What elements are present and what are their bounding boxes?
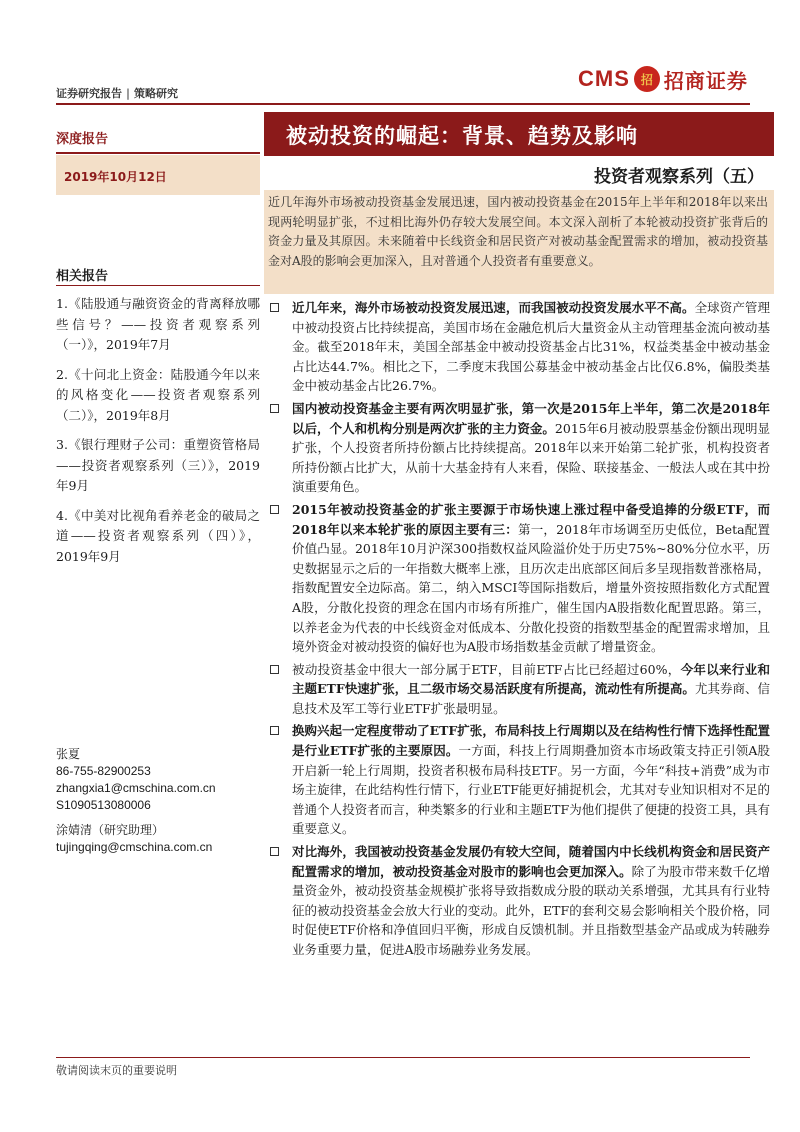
- related-report-item[interactable]: 2.《十问北上资金：陆股通今年以来的风格变化——投资者观察系列（二）》，2019年8月: [56, 366, 260, 423]
- checkbox-bullet-icon: [270, 665, 279, 674]
- company-logo: [578, 64, 748, 94]
- analyst-1-email[interactable]: zhangxia1@cmschina.com.cn: [56, 781, 216, 795]
- key-point-bold: 今年以来行业和主题ETF快速扩张，且二级市场交易活跃度有所提高，流动性有所提高。: [292, 661, 770, 697]
- analyst-2-contact: [56, 822, 212, 856]
- key-point-text: 第一，2018年市场调至历史低位，Beta配置价值凸显。2018年10月沪深300指数权益风险溢价处于历史75%~80%分位水平，历史数据显示之后的一年指数大概率上涨，且历次走出底部区间后多呈现指数普涨格局，指数配置安全边际高。第二，纳入MSCI等国际指数后，增量外资按照指数化方式配置A股，分散化投资的理念在国内市场有所推广，催生国内A股指数化配置思路。第三，以养老金为代表的中长线资金对低成本、分散化投资的指数型基金的配置需求增加，且境外资金对被动投资的偏好也为A股市场指数基金贡献了增量资金。: [292, 521, 771, 655]
- analyst-1-name: 张夏: [56, 747, 81, 761]
- report-subcategory: 策略研究: [134, 87, 179, 100]
- checkbox-bullet-icon: [270, 505, 279, 514]
- checkbox-bullet-icon: [270, 404, 279, 413]
- footer-divider: [56, 1057, 750, 1058]
- key-point: [268, 842, 770, 960]
- report-date: 2019年10月12日: [64, 170, 167, 184]
- key-point-text: 全球资产管理中被动投资占比持续提高，美国市场在金融危机后大量资金从主动管理基金流向被动基金。截至2018年末，美国全部基金中被动投资基金占比31%，权益类基金中被动基金占比达44.7%。相比之下，二季度末我国公募基金中被动基金占比仅6.8%，偏股类基金中被动基金占比26.7%。: [292, 300, 770, 394]
- logo-emblem-icon: 招: [634, 66, 660, 92]
- key-point-text: 2015年6月被动股票基金份额出现明显扩张，个人投资者所持份额占比持续提高。2018年以来开始第二轮扩张，机构投资者所持份额占比扩大，从前十大基金持有人来看，保险、联接基金、一般法人或在其中扮演重要角色。: [292, 420, 770, 495]
- key-point-text: 除了为股市带来数千亿增量资金外，被动投资基金规模扩张将导致指数成分股的联动关系增强，尤其具有行业特征的被动投资基金会放大行业的变动。此外，ETF的套利交易会影响相关个股价格，同时促使ETF价格和净值回归平衡，形成自反馈机制。并且指数型基金产品或成为转融券业务重要力量，促进A股市场融券业务发展。: [292, 863, 770, 957]
- series-title: 投资者观察系列（五）: [594, 167, 764, 187]
- related-reports-list: [56, 294, 260, 576]
- key-point-bold: 2015年被动投资基金的扩张主要源于市场快速上涨过程中备受追捧的分级ETF，而2018年以来本轮扩张的原因主要有三：: [292, 501, 770, 537]
- key-point: [268, 660, 770, 719]
- checkbox-bullet-icon: [270, 726, 279, 735]
- checkbox-bullet-icon: [270, 847, 279, 856]
- logo-cms-text: CMS: [578, 66, 630, 91]
- analyst-2-email[interactable]: tujingqing@cmschina.com.cn: [56, 840, 213, 854]
- sidebar-divider: [56, 152, 260, 154]
- report-type: 深度报告: [56, 132, 109, 147]
- key-point: [268, 721, 770, 839]
- related-reports-title: 相关报告: [56, 269, 109, 284]
- abstract-text: 近几年海外市场被动投资基金发展迅速，国内被动投资基金在2015年上半年和2018年以来出现两轮明显扩张，不过相比海外仍存较大发展空间。本文深入剖析了本轮被动投资扩张背后的资金力量及其原因。未来随着中长线资金和居民资产对被动基金配置需求的增加，被动投资基金对A股的影响会更加深入，且对普通个人投资者有重要意义。: [268, 195, 768, 268]
- key-point-bold: 国内被动投资基金主要有两次明显扩张，第一次是2015年上半年，第二次是2018年以后，个人和机构分别是两次扩张的主力资金。: [292, 400, 770, 436]
- footer-note: 敬请阅读末页的重要说明: [56, 1064, 177, 1077]
- report-title: 被动投资的崛起：背景、趋势及影响: [286, 124, 638, 148]
- key-point-pre: 被动投资基金中很大一部分属于ETF，目前ETF占比已经超过60%，: [292, 661, 681, 677]
- related-report-item[interactable]: 3.《银行理财子公司：重塑资管格局——投资者观察系列（三）》，2019年9月: [56, 437, 260, 493]
- checkbox-bullet-icon: [270, 303, 279, 312]
- related-report-item[interactable]: 4.《中美对比视角看养老金的破局之道——投资者观察系列（四）》，2019年9月: [56, 507, 260, 564]
- logo-company-name: 招商证券: [663, 68, 748, 93]
- key-point-text: 一方面，科技上行周期叠加资本市场政策支持正引领A股开启新一轮上行周期，投资者积极布局科技ETF。另一方面，今年“科技+消费”成为市场主旋律，在此结构性行情下，行业ETF能更好捕捉机会，尤其对专业知识相对不足的普通个人投资者而言，种类繁多的行业和主题ETF为他们提供了便捷的投资工具，具有重要意义。: [292, 743, 770, 837]
- header-divider: [56, 103, 750, 105]
- header-separator: |: [126, 87, 131, 100]
- key-point-bold: 对比海外，我国被动投资基金发展仍有较大空间，随着国内中长线机构资金和居民资产配置需求的增加，被动投资基金对股市的影响也会更加深入。: [292, 844, 770, 879]
- key-point: [268, 298, 770, 396]
- key-point-bold: 近几年来，海外市场被动投资发展迅速，而我国被动投资发展水平不高。: [292, 300, 695, 315]
- key-points: [268, 298, 770, 963]
- key-point-bold: 换购兴起一定程度带动了ETF扩张，布局科技上行周期以及在结构性行情下选择性配置是行业ETF扩张的主要原因。: [292, 723, 770, 759]
- analyst-1-cert: S1090513080006: [56, 798, 151, 812]
- related-report-item[interactable]: 1.《陆股通与融资资金的背离释放哪些信号？——投资者观察系列（一）》，2019年7月: [56, 296, 260, 352]
- analyst-1-contact: [56, 746, 216, 814]
- key-point-text: 尤其券商、信息技术及军工等行业ETF扩张最明显。: [292, 681, 770, 716]
- analyst-2-name: 涂婧清（研究助理）: [56, 823, 165, 837]
- key-point: [268, 500, 770, 657]
- report-category: 证券研究报告: [56, 87, 122, 100]
- related-divider: [56, 285, 260, 286]
- analyst-1-phone: 86-755-82900253: [56, 764, 151, 778]
- key-point: [268, 399, 770, 497]
